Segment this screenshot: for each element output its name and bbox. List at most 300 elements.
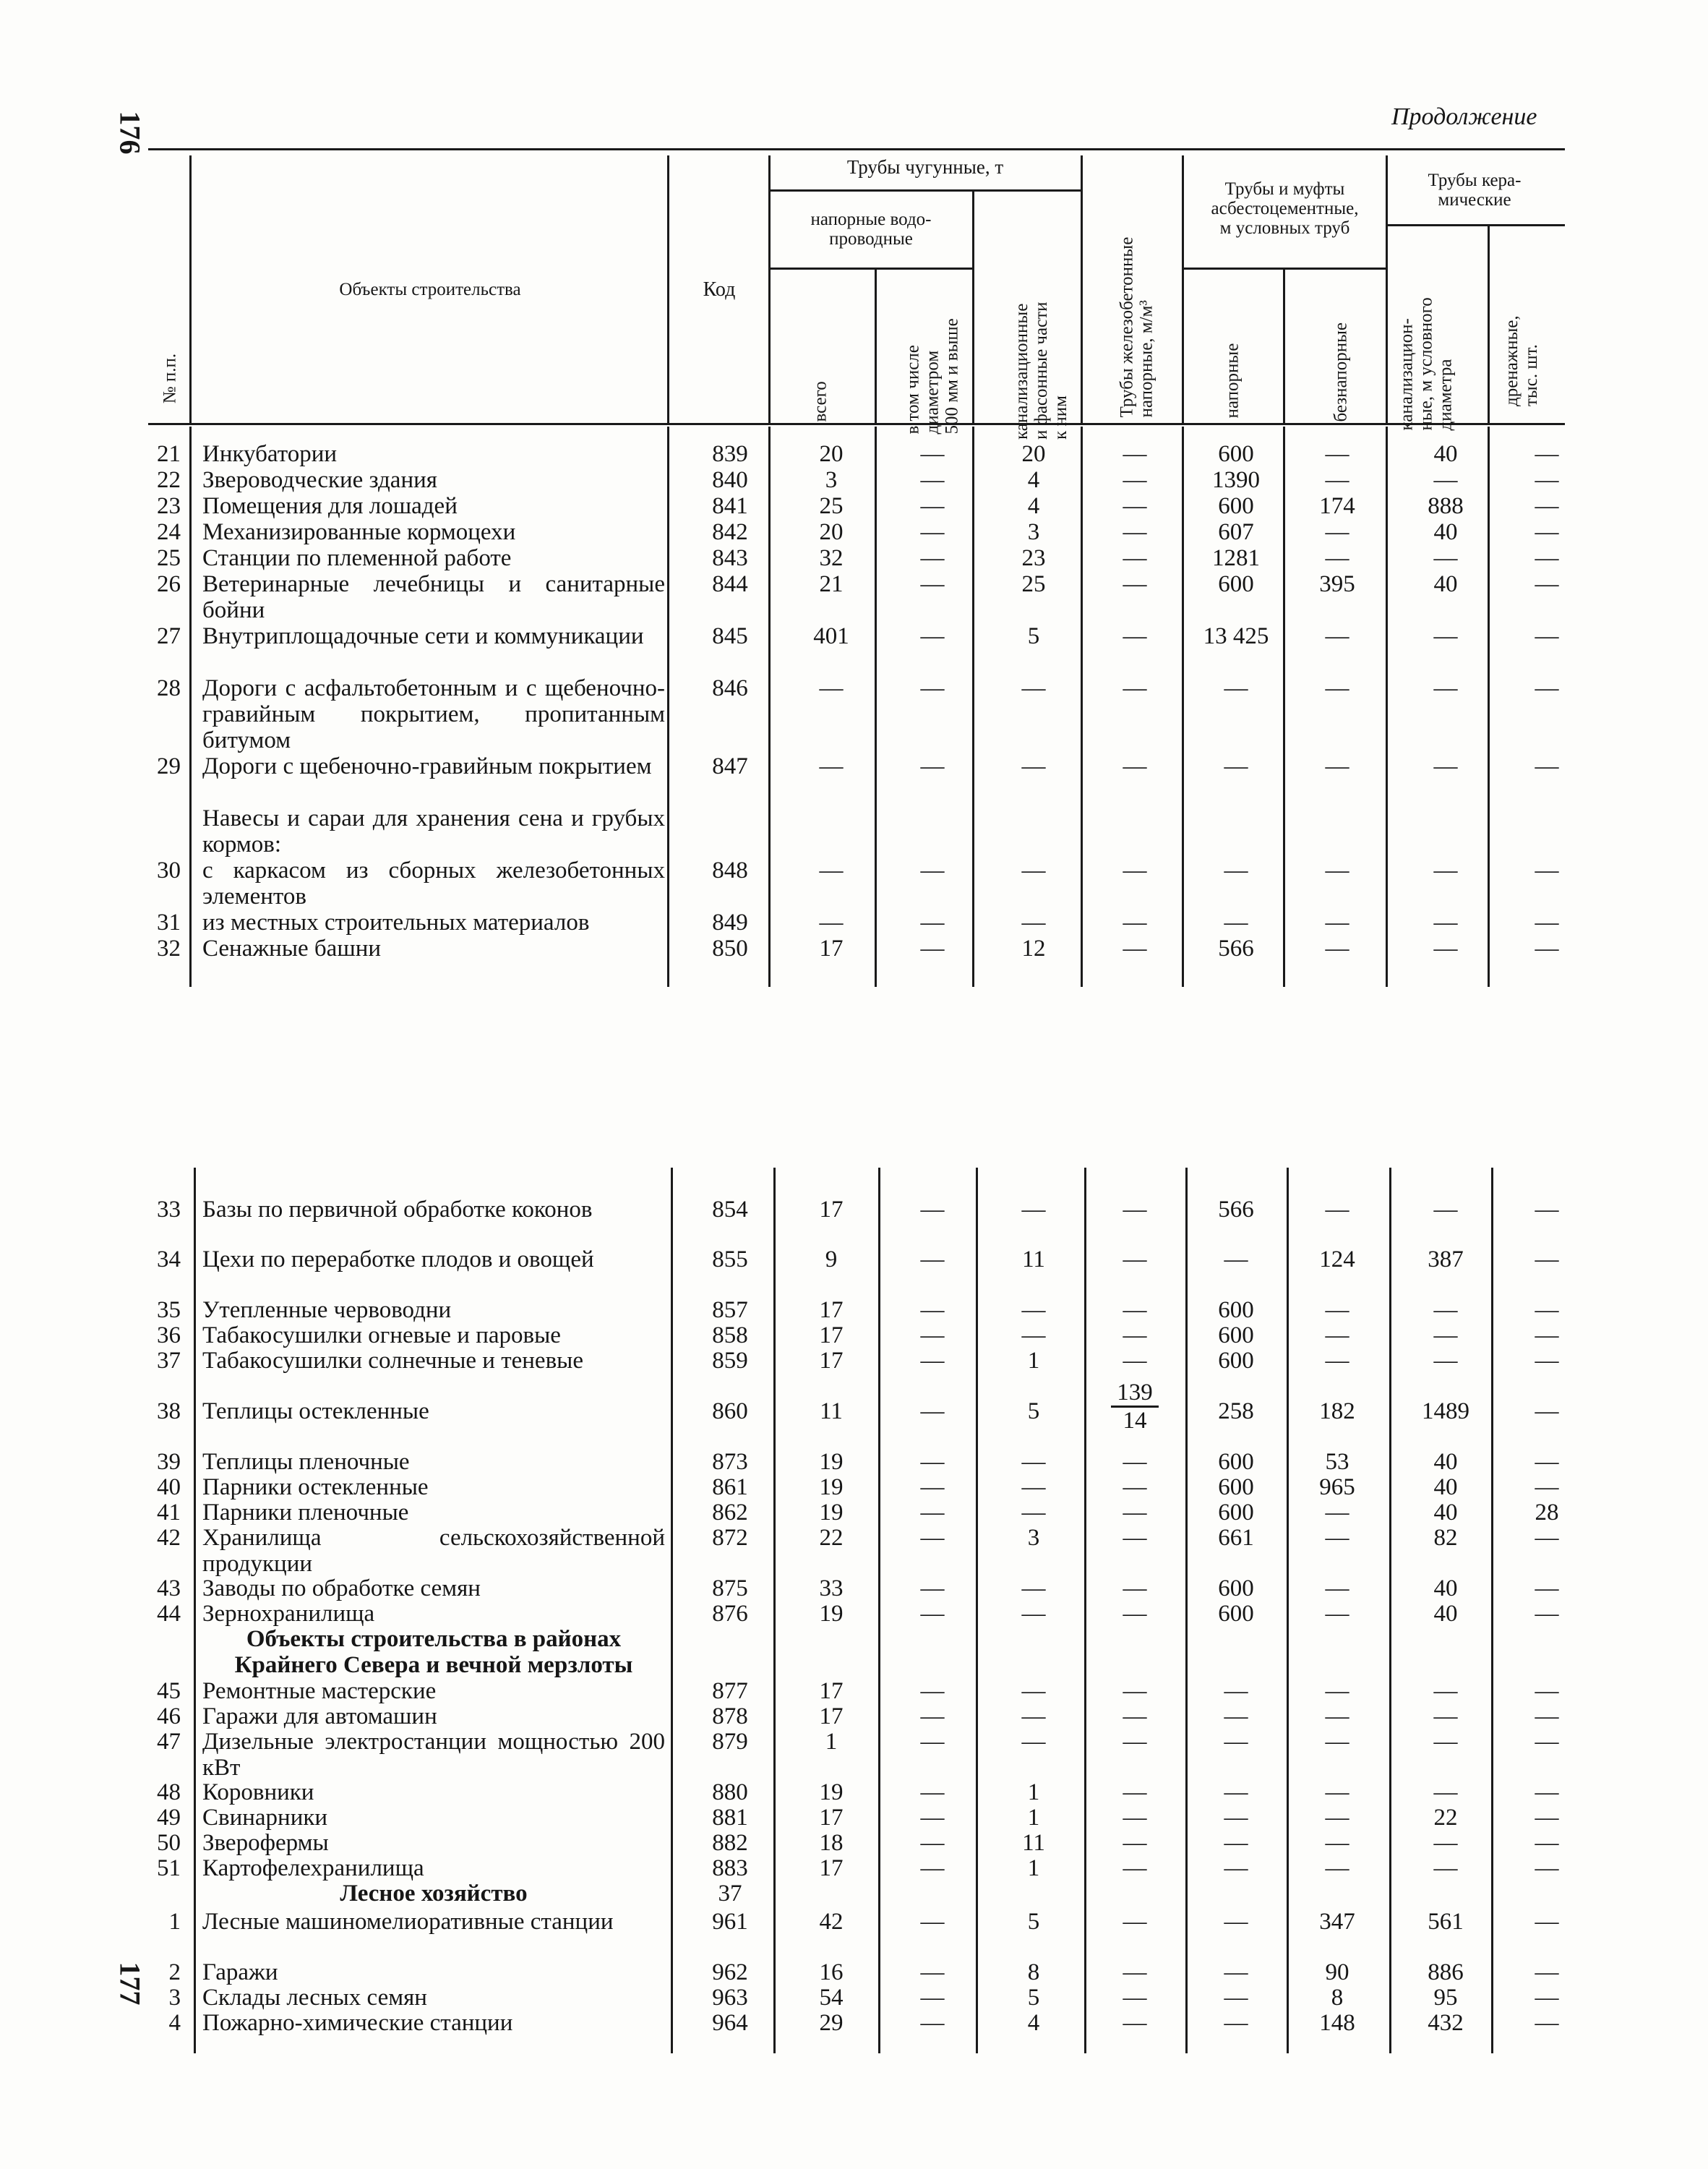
cell-value: — <box>819 753 844 779</box>
cell-value: 29 <box>819 2010 844 2036</box>
cell-value: — <box>1123 519 1147 545</box>
object-code: 878 <box>712 1703 748 1729</box>
object-name: Цехи по переработке плодов и овощей <box>202 1246 594 1272</box>
cell-value: — <box>920 1909 945 1935</box>
object-name: Утепленные червоводни <box>202 1297 452 1323</box>
cell-value: — <box>1325 1297 1349 1323</box>
body-divider <box>1084 1168 1086 2053</box>
header-divider <box>1081 155 1083 423</box>
object-name: Звероводческие здания <box>202 467 437 493</box>
cell-value: — <box>1123 467 1147 493</box>
header-col-sewer: канализационные и фасонные части к ним <box>1012 301 1070 440</box>
cell-value: — <box>1021 1197 1046 1223</box>
cell-value: 17 <box>819 936 844 962</box>
cell-value: 124 <box>1319 1246 1355 1272</box>
row-number: 51 <box>157 1855 181 1881</box>
cell-value: — <box>1535 1348 1559 1374</box>
object-code: 848 <box>712 857 748 884</box>
row-number: 36 <box>157 1322 181 1348</box>
cell-value: — <box>1433 1297 1458 1323</box>
cell-value: 1 <box>1027 1855 1040 1881</box>
cell-value: 25 <box>819 493 844 519</box>
body-divider <box>1182 427 1184 987</box>
object-code: 879 <box>712 1729 748 1755</box>
cell-value: 17 <box>819 1348 844 1374</box>
cell-value: 600 <box>1218 1601 1254 1627</box>
cell-value: — <box>1535 1197 1559 1223</box>
cell-value: 17 <box>819 1678 844 1704</box>
cell-value: — <box>920 1959 945 1985</box>
cell-value: 347 <box>1319 1909 1355 1935</box>
cell-value: — <box>1535 753 1559 779</box>
object-name: Гаражи <box>202 1959 278 1985</box>
cell-value: 23 <box>1021 545 1046 571</box>
cell-value: — <box>1325 1830 1349 1856</box>
cell-value: — <box>1535 1575 1559 1601</box>
cell-value: 19 <box>819 1474 844 1500</box>
cell-value: 1 <box>1027 1805 1040 1831</box>
cell-value: 566 <box>1218 1197 1254 1223</box>
cell-value: 40 <box>1433 1601 1458 1627</box>
cell-value: 25 <box>1021 571 1046 597</box>
row-number: 48 <box>157 1779 181 1805</box>
cell-value: 395 <box>1319 571 1355 597</box>
object-code: 846 <box>712 675 748 701</box>
cell-value: — <box>1433 1703 1458 1729</box>
object-name: Картофелехранилища <box>202 1855 424 1881</box>
object-name: из местных строительных материалов <box>202 910 590 936</box>
cell-value: — <box>1535 936 1559 962</box>
cell-value: 17 <box>819 1703 844 1729</box>
row-number: 23 <box>157 493 181 519</box>
cell-value: — <box>1433 910 1458 936</box>
cell-value: — <box>1535 1297 1559 1323</box>
object-name: Базы по первичной обработке коконов <box>202 1197 593 1223</box>
cell-value: 600 <box>1218 1348 1254 1374</box>
object-name: с каркасом из сборных железобетонных элементов <box>202 857 665 910</box>
cell-value: 33 <box>819 1575 844 1601</box>
row-number: 49 <box>157 1805 181 1831</box>
cell-value: — <box>1123 545 1147 571</box>
cell-value: 22 <box>1433 1805 1458 1831</box>
object-name: Теплицы остекленные <box>202 1398 429 1424</box>
cell-value: — <box>1535 1985 1559 2011</box>
cell-value: 40 <box>1433 441 1458 467</box>
cell-value: 5 <box>1027 1985 1040 2011</box>
object-code: 844 <box>712 571 748 597</box>
cell-value: — <box>1325 1678 1349 1704</box>
cell-value: 566 <box>1218 936 1254 962</box>
cell-value: — <box>1123 1830 1147 1856</box>
object-code: 858 <box>712 1322 748 1348</box>
cell-value: — <box>1123 753 1147 779</box>
rc-fraction-numerator: 139 <box>1111 1379 1159 1408</box>
cell-value: — <box>1325 1729 1349 1755</box>
row-number: 22 <box>157 467 181 493</box>
cell-value: — <box>1123 1779 1147 1805</box>
header-col-500: в том числе диаметром 500 мм и выше <box>903 318 962 435</box>
cell-value: — <box>1123 1297 1147 1323</box>
cell-value: — <box>1325 1805 1349 1831</box>
object-code: 857 <box>712 1297 748 1323</box>
object-code: 872 <box>712 1525 748 1551</box>
cell-value: — <box>1123 1197 1147 1223</box>
row-number: 21 <box>157 441 181 467</box>
cell-value: — <box>920 857 945 884</box>
object-code: 875 <box>712 1575 748 1601</box>
object-code: 839 <box>712 441 748 467</box>
cell-value: — <box>1021 753 1046 779</box>
header-divider <box>1488 224 1490 423</box>
cell-value: — <box>1123 910 1147 936</box>
cell-value: — <box>1123 1959 1147 1985</box>
object-code: 860 <box>712 1398 748 1424</box>
cell-value: 600 <box>1218 1500 1254 1526</box>
cell-value: — <box>920 1398 945 1424</box>
continuation-label: Продолжение <box>1391 103 1537 130</box>
cell-value: 8 <box>1331 1985 1344 2011</box>
header-col-asb-nonpressure: безнапорные <box>1331 322 1351 422</box>
cell-value: — <box>1123 1500 1147 1526</box>
cell-value: — <box>920 1449 945 1475</box>
cell-value: 174 <box>1319 493 1355 519</box>
cell-value: — <box>1224 1909 1248 1935</box>
cell-value: — <box>920 936 945 962</box>
body-divider <box>667 427 669 987</box>
cell-value: — <box>1123 936 1147 962</box>
cell-value: 888 <box>1428 493 1464 519</box>
cell-value: — <box>1535 571 1559 597</box>
cell-value: 258 <box>1218 1398 1254 1424</box>
cell-value: — <box>1535 1703 1559 1729</box>
top-rule <box>148 148 1565 150</box>
cell-value: — <box>1224 753 1248 779</box>
cell-value: 4 <box>1027 467 1040 493</box>
cell-value: — <box>1325 1601 1349 1627</box>
cell-value: — <box>1224 1729 1248 1755</box>
page-number-top: 176 <box>113 111 147 155</box>
cell-value: 20 <box>1021 441 1046 467</box>
header-col-name: Объекты строительства <box>339 280 521 299</box>
section-title: Лесное хозяйство <box>340 1881 528 1907</box>
cell-value: — <box>1123 441 1147 467</box>
cell-value: — <box>1433 1197 1458 1223</box>
cell-value: — <box>1535 1246 1559 1272</box>
cell-value: — <box>1021 857 1046 884</box>
object-name: Лесные машиномелиоративные станции <box>202 1909 614 1935</box>
cell-value: — <box>1535 493 1559 519</box>
cell-value: — <box>1535 1729 1559 1755</box>
cell-value: 40 <box>1433 571 1458 597</box>
cell-value: — <box>1123 1703 1147 1729</box>
cell-value: — <box>920 1678 945 1704</box>
object-code: 849 <box>712 910 748 936</box>
object-name: Табакосушилки солнечные и теневые <box>202 1348 583 1374</box>
row-number: 46 <box>157 1703 181 1729</box>
cell-value: — <box>920 1246 945 1272</box>
row-number: 24 <box>157 519 181 545</box>
object-name: Хранилища сельскохозяйственной продукции <box>202 1525 665 1577</box>
object-name: Коровники <box>202 1779 314 1805</box>
cell-value: — <box>1123 1322 1147 1348</box>
section-code: 37 <box>718 1881 742 1907</box>
object-code: 964 <box>712 2010 748 2036</box>
cell-value: — <box>1224 1830 1248 1856</box>
header-divider <box>189 155 192 423</box>
cell-value: — <box>1535 1959 1559 1985</box>
object-group-title: Навесы и сараи для хранения сена и грубых кормов: <box>202 805 665 857</box>
cell-value: 90 <box>1325 1959 1349 1985</box>
cell-value: 17 <box>819 1297 844 1323</box>
cell-value: — <box>1325 1575 1349 1601</box>
row-number: 30 <box>157 857 181 884</box>
cell-value: — <box>1123 623 1147 649</box>
cell-value: 42 <box>819 1909 844 1935</box>
object-name: Парники пленочные <box>202 1500 409 1526</box>
cell-value: — <box>1123 1909 1147 1935</box>
cell-value: — <box>1224 1855 1248 1881</box>
cell-value: — <box>1535 467 1559 493</box>
cell-value: 607 <box>1218 519 1254 545</box>
cell-value: — <box>1224 675 1248 701</box>
cell-value: — <box>1535 1805 1559 1831</box>
cell-value: 19 <box>819 1500 844 1526</box>
cell-value: 600 <box>1218 1449 1254 1475</box>
cell-value: — <box>1325 857 1349 884</box>
cell-value: — <box>1224 1678 1248 1704</box>
cell-value: — <box>1224 2010 1248 2036</box>
cell-value: 32 <box>819 545 844 571</box>
cell-value: — <box>1325 910 1349 936</box>
cell-value: — <box>1535 857 1559 884</box>
header-divider <box>1182 155 1184 423</box>
cell-value: 600 <box>1218 1575 1254 1601</box>
header-bottom-rule <box>148 423 1565 425</box>
cell-value: 28 <box>1535 1500 1559 1526</box>
row-number: 1 <box>168 1909 181 1935</box>
cell-value: — <box>1224 1703 1248 1729</box>
cell-value: — <box>1123 1601 1147 1627</box>
cell-value: — <box>1021 1297 1046 1323</box>
cell-value: — <box>920 467 945 493</box>
cell-value: 600 <box>1218 441 1254 467</box>
cell-value: 8 <box>1027 1959 1040 1985</box>
row-number: 2 <box>168 1959 181 1985</box>
cell-value: 19 <box>819 1601 844 1627</box>
object-code: 847 <box>712 753 748 779</box>
cell-value: 11 <box>1022 1830 1045 1856</box>
cell-value: — <box>1021 1601 1046 1627</box>
cell-value: — <box>1535 545 1559 571</box>
cell-value: — <box>1535 1779 1559 1805</box>
cell-value: — <box>1224 857 1248 884</box>
cell-value: 19 <box>819 1449 844 1475</box>
row-number: 37 <box>157 1348 181 1374</box>
cell-value: — <box>1325 467 1349 493</box>
cell-value: 5 <box>1027 1398 1040 1424</box>
cell-value: 432 <box>1428 2010 1464 2036</box>
row-number: 42 <box>157 1525 181 1551</box>
section-title: Объекты строительства в районах Крайнего Севера и вечной мерзлоты <box>234 1626 633 1678</box>
cell-value: — <box>1224 1246 1248 1272</box>
cell-value: — <box>1325 441 1349 467</box>
cell-value: — <box>1123 857 1147 884</box>
cell-value: 3 <box>1027 1525 1040 1551</box>
object-name: Свинарники <box>202 1805 328 1831</box>
cell-value: 22 <box>819 1525 844 1551</box>
cell-value: 1 <box>1027 1779 1040 1805</box>
cell-value: 20 <box>819 441 844 467</box>
cell-value: — <box>1123 675 1147 701</box>
object-name: Внутриплощадочные сети и коммуникации <box>202 623 644 649</box>
body-divider <box>671 1168 673 2053</box>
cell-value: — <box>1433 1830 1458 1856</box>
object-name: Парники остекленные <box>202 1474 429 1500</box>
cell-value: — <box>1021 1474 1046 1500</box>
cell-value: 600 <box>1218 493 1254 519</box>
cell-value: — <box>1325 519 1349 545</box>
row-number: 35 <box>157 1297 181 1323</box>
cell-value: — <box>1123 1729 1147 1755</box>
cell-value: — <box>1123 1449 1147 1475</box>
cell-value: — <box>1325 1779 1349 1805</box>
cell-value: 19 <box>819 1779 844 1805</box>
header-sub-pressure: напорные водо- проводные <box>810 210 932 249</box>
cell-value: — <box>1433 1729 1458 1755</box>
row-number: 50 <box>157 1830 181 1856</box>
row-number: 4 <box>168 2010 181 2036</box>
cell-value: — <box>920 571 945 597</box>
cell-value: — <box>1433 1779 1458 1805</box>
cell-value: 40 <box>1433 519 1458 545</box>
object-code: 841 <box>712 493 748 519</box>
cell-value: — <box>1224 1959 1248 1985</box>
cell-value: 95 <box>1433 1985 1458 2011</box>
cell-value: — <box>1325 1525 1349 1551</box>
cell-value: — <box>1123 1855 1147 1881</box>
cell-value: — <box>1535 1909 1559 1935</box>
cell-value: 1 <box>1027 1348 1040 1374</box>
body-divider <box>189 427 192 987</box>
cell-value: — <box>920 675 945 701</box>
header-divider <box>972 189 974 423</box>
cell-value: — <box>920 1474 945 1500</box>
cell-value: 387 <box>1428 1246 1464 1272</box>
cell-value: — <box>920 753 945 779</box>
cell-value: — <box>1325 1197 1349 1223</box>
body-divider <box>1389 1168 1391 2053</box>
cell-value: 600 <box>1218 1297 1254 1323</box>
cell-value: — <box>1325 1322 1349 1348</box>
cell-value: 5 <box>1027 623 1040 649</box>
cell-value: — <box>1535 675 1559 701</box>
cell-value: — <box>819 675 844 701</box>
cell-value: 9 <box>825 1246 838 1272</box>
cell-value: — <box>1224 1805 1248 1831</box>
cell-value: 11 <box>820 1398 843 1424</box>
cell-value: 148 <box>1319 2010 1355 2036</box>
cell-value: — <box>1433 545 1458 571</box>
cell-value: 3 <box>825 467 838 493</box>
header-subrule <box>1386 224 1565 226</box>
cell-value: 4 <box>1027 493 1040 519</box>
cell-value: — <box>1325 753 1349 779</box>
object-name: Заводы по обработке семян <box>202 1575 481 1601</box>
cell-value: — <box>920 545 945 571</box>
row-number: 38 <box>157 1398 181 1424</box>
cell-value: — <box>1433 1855 1458 1881</box>
object-code: 859 <box>712 1348 748 1374</box>
cell-value: 40 <box>1433 1575 1458 1601</box>
object-name: Ремонтные мастерские <box>202 1678 437 1704</box>
row-number: 43 <box>157 1575 181 1601</box>
cell-value: — <box>1433 1678 1458 1704</box>
object-code: 961 <box>712 1909 748 1935</box>
cell-value: 40 <box>1433 1500 1458 1526</box>
cell-value: — <box>920 1525 945 1551</box>
cell-value: — <box>1433 1322 1458 1348</box>
cell-value: 17 <box>819 1855 844 1881</box>
cell-value: — <box>1535 519 1559 545</box>
row-number: 47 <box>157 1729 181 1755</box>
cell-value: — <box>920 1805 945 1831</box>
cell-value: — <box>1325 1703 1349 1729</box>
cell-value: — <box>920 910 945 936</box>
row-number: 44 <box>157 1601 181 1627</box>
cell-value: 40 <box>1433 1449 1458 1475</box>
object-code: 880 <box>712 1779 748 1805</box>
cell-value: — <box>1535 1678 1559 1704</box>
cell-value: — <box>1123 1985 1147 2011</box>
cell-value: 600 <box>1218 1322 1254 1348</box>
cell-value: — <box>1123 571 1147 597</box>
header-col-cer-sewer: канализацион- ные, м условного диаметра <box>1396 297 1456 431</box>
cell-value: — <box>1021 910 1046 936</box>
cell-value: — <box>1325 1348 1349 1374</box>
cell-value: — <box>1535 623 1559 649</box>
object-name: Механизированные кормоцехи <box>202 519 516 545</box>
cell-value: — <box>920 623 945 649</box>
cell-value: — <box>1021 675 1046 701</box>
cell-value: — <box>1325 545 1349 571</box>
cell-value: — <box>920 1297 945 1323</box>
object-code: 855 <box>712 1246 748 1272</box>
row-number: 41 <box>157 1500 181 1526</box>
cell-value: — <box>1123 1575 1147 1601</box>
cell-value: — <box>1433 675 1458 701</box>
cell-value: — <box>1123 1525 1147 1551</box>
cell-value: — <box>920 1500 945 1526</box>
cell-value: — <box>1123 1805 1147 1831</box>
cell-value: — <box>920 1197 945 1223</box>
cell-value: 11 <box>1022 1246 1045 1272</box>
cell-value: — <box>920 519 945 545</box>
cell-value: 54 <box>819 1985 844 2011</box>
cell-value: — <box>920 1729 945 1755</box>
cell-value: — <box>920 1601 945 1627</box>
cell-value: — <box>1123 1246 1147 1272</box>
cell-value: 4 <box>1027 2010 1040 2036</box>
cell-value: — <box>920 1830 945 1856</box>
cell-value: — <box>1325 1500 1349 1526</box>
cell-value: 12 <box>1021 936 1046 962</box>
cell-value: 17 <box>819 1322 844 1348</box>
cell-value: — <box>1535 2010 1559 2036</box>
cell-value: — <box>819 857 844 884</box>
cell-value: 965 <box>1319 1474 1355 1500</box>
cell-value: — <box>1224 1779 1248 1805</box>
object-name: Склады лесных семян <box>202 1985 427 2011</box>
